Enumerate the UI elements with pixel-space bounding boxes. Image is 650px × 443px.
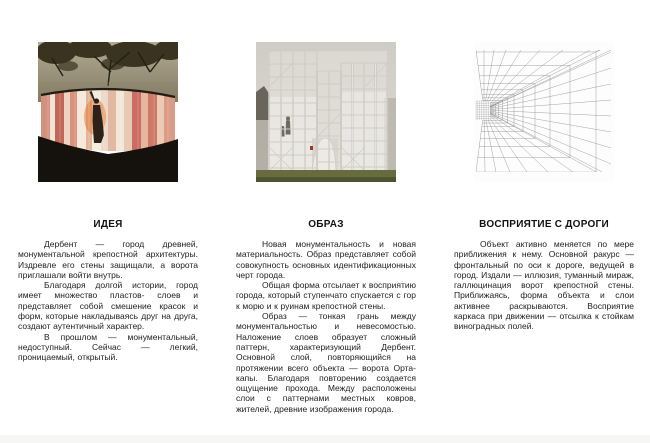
paragraph: Общая форма отсылает к восприятию города, который ступенчато спускается с гор к морю и к руинам крепостной стены. bbox=[236, 280, 416, 311]
left-building-wall bbox=[256, 120, 268, 172]
paragraph: Благодаря долгой истории, город имеет множество пластов- слоев и представляет собой смешение красок и форм, которые накладываясь друг на друга, создают аутентичный характер. bbox=[18, 280, 198, 332]
scaffolding-structure-photo bbox=[256, 42, 396, 182]
red-sign bbox=[310, 146, 313, 150]
paragraph: Объект активно меняется по мере приближения к нему. Основной ракурс —фронтальный по оси к дороге, ведущей в город. Издали — иллюзия, туманный мираж, галлюцинация ворот крепостной стены. Приближаясь, форма объекта и слои активнее раскрываются. Восприятие каркаса при движении — отсылка к стойкам виноградных полей. bbox=[454, 239, 634, 332]
figure-perspective-grid bbox=[474, 42, 614, 182]
perspective-grid-drawing bbox=[474, 42, 614, 182]
curtain-installation-photo bbox=[38, 42, 178, 182]
paragraph: В прошлом — монументальный, недоступный. Сейчас — легкий, проницаемый, открытый. bbox=[18, 331, 198, 363]
figure-scaffolding bbox=[256, 42, 396, 182]
column-perception bbox=[454, 42, 634, 414]
paragraph: Дербент — город древней, монументальной крепостной архитектуры. Издревле его стены защищали, а ворота приглашали войти внутрь. bbox=[18, 239, 198, 280]
paragraph: Образ — тонкая грань между монументальностью и невесомостью. Наложение слоев образует сложный паттерн, характеризующий Дербент. Основной слой, повторяющийся на протяжении всего объекта — ворота Орта- капы. Благодаря повторению создается ощущение прохода. Между расположены слои с паттернами местных ковров, жителей, древние изображения города. bbox=[236, 311, 416, 414]
figure-curtain-installation bbox=[38, 42, 178, 182]
body-perception bbox=[454, 239, 634, 332]
body-obraz bbox=[236, 239, 416, 414]
paragraph: Новая монументальность и новая материальность. Образ представляет собой совокупность основных идентификационных черт города. bbox=[236, 239, 416, 280]
body-idea bbox=[18, 239, 198, 363]
grass-shadow bbox=[256, 177, 396, 182]
vanishing-point bbox=[476, 101, 490, 120]
heading-perception: ВОСПРИЯТИЕ С ДОРОГИ bbox=[479, 219, 609, 230]
heading-idea: ИДЕЯ bbox=[93, 219, 123, 230]
column-idea bbox=[18, 42, 198, 414]
page-bottom-edge bbox=[0, 435, 650, 443]
column-obraz bbox=[236, 42, 416, 414]
heading-obraz: ОБРАЗ bbox=[308, 219, 344, 230]
